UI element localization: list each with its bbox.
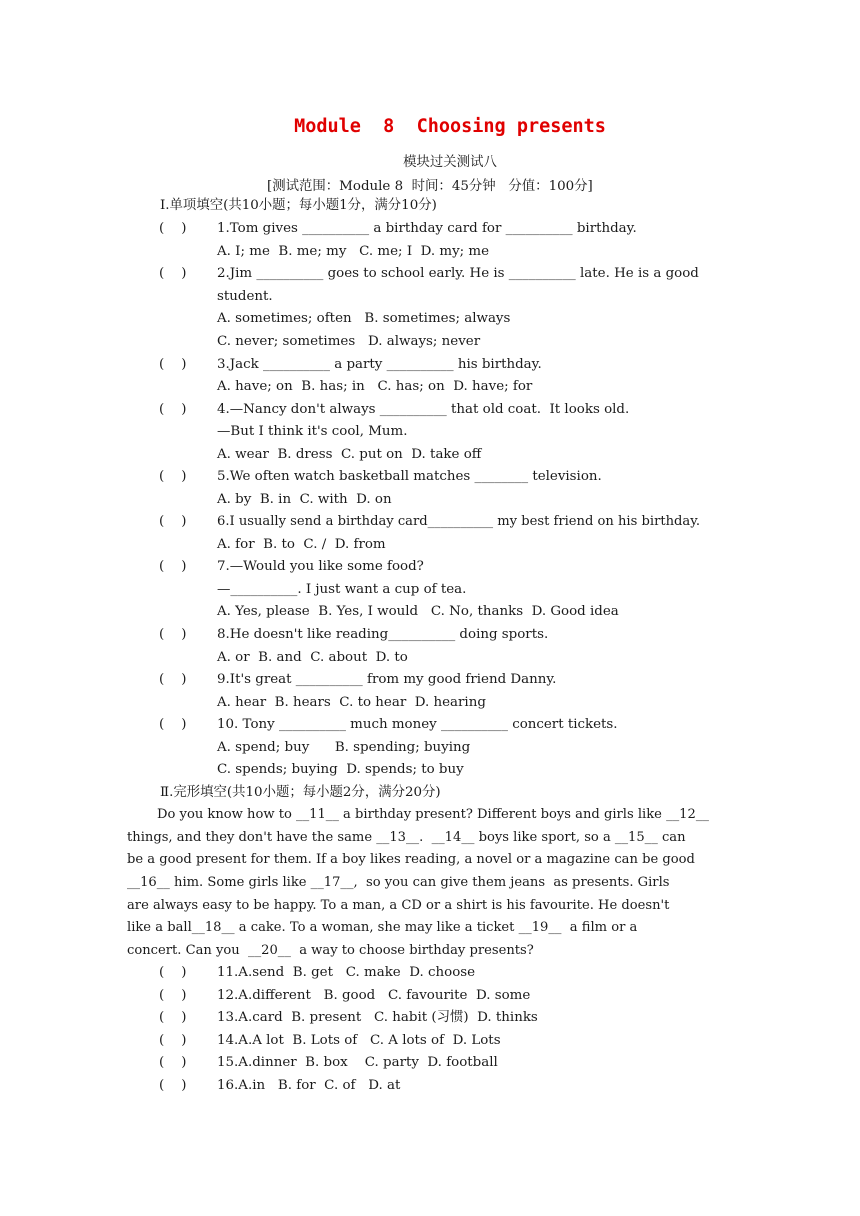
passage-line: Do you know how to __11__ a birthday present? Different boys and girls like __12__ [157,807,709,822]
passage-line: __16__ him. Some girls like __17__, so you can give them jeans as presents. Girls [127,875,670,890]
question-text: 6.I usually send a birthday card__________ my best friend on his birthday. [217,514,701,529]
question-options: A. or B. and C. about D. to [217,650,408,665]
question-text: 2.Jim __________ goes to school early. He is __________ late. He is a good [217,266,699,281]
question-options: A. wear B. dress C. put on D. take off [217,447,482,462]
page-title: Module 8 Choosing presents [294,116,606,137]
question-text: —__________. I just want a cup of tea. [217,582,467,597]
question-options: A. by B. in C. with D. on [217,492,392,507]
cloze-options: 11.A.send B. get C. make D. choose [217,965,476,980]
passage-line: things, and they don't have the same __13__. __14__ boys like sport, so a __15__ can [127,830,686,845]
answer-blank: ( ) [159,627,187,642]
question-options: A. for B. to C. / D. from [217,537,386,552]
answer-blank: ( ) [159,514,187,529]
question-text: 9.It's great __________ from my good friend Danny. [217,672,557,687]
cloze-options: 12.A.different B. good C. favourite D. some [217,988,531,1003]
question-options: A. sometimes; often B. sometimes; always [217,311,511,326]
answer-blank: ( ) [159,988,187,1003]
question-options: A. I; me B. me; my C. me; I D. my; me [217,244,490,259]
question-options: A. Yes, please B. Yes, I would C. No, thanks D. Good idea [217,604,619,619]
question-options: A. hear B. hears C. to hear D. hearing [217,695,486,710]
test-subtitle: 模块过关测试八 [403,155,497,170]
answer-blank: ( ) [159,1010,187,1025]
answer-blank: ( ) [159,717,187,732]
section1-heading: Ⅰ.单项填空(共10小题；每小题1分，满分10分) [160,198,437,213]
cloze-options: 14.A.A lot B. Lots of C. A lots of D. Lots [217,1033,501,1048]
answer-blank: ( ) [159,266,187,281]
answer-blank: ( ) [159,965,187,980]
answer-blank: ( ) [159,672,187,687]
passage-line: like a ball__18__ a cake. To a woman, she may like a ticket __19__ a film or a [127,920,638,935]
question-options: A. have; on B. has; in C. has; on D. have; for [217,379,533,394]
answer-blank: ( ) [159,357,187,372]
question-text: 3.Jack __________ a party __________ his birthday. [217,357,542,372]
passage-line: are always easy to be happy. To a man, a CD or a shirt is his favourite. He doesn't [127,898,670,913]
question-text: student. [217,289,273,304]
cloze-options: 16.A.in B. for C. of D. at [217,1078,401,1093]
question-text: —But I think it's cool, Mum. [217,424,408,439]
passage-line: be a good present for them. If a boy likes reading, a novel or a magazine can be good [127,852,695,867]
question-text: 10. Tony __________ much money __________ concert tickets. [217,717,618,732]
cloze-options: 15.A.dinner B. box C. party D. football [217,1055,498,1070]
question-options: C. spends; buying D. spends; to buy [217,762,464,777]
question-options: A. spend; buy B. spending; buying [217,740,471,755]
question-text: 8.He doesn't like reading__________ doing sports. [217,627,549,642]
passage-line: concert. Can you __20__ a way to choose birthday presents? [127,943,534,958]
question-text: 5.We often watch basketball matches ________ television. [217,469,602,484]
answer-blank: ( ) [159,1055,187,1070]
question-text: 4.—Nancy don't always __________ that old coat. It looks old. [217,402,630,417]
answer-blank: ( ) [159,402,187,417]
answer-blank: ( ) [159,469,187,484]
test-range: [测试范围：Module 8 时间：45分钟 分值：100分] [267,179,593,194]
answer-blank: ( ) [159,221,187,236]
question-text: 7.—Would you like some food? [217,559,424,574]
answer-blank: ( ) [159,559,187,574]
cloze-options: 13.A.card B. present C. habit (习惯) D. thinks [217,1010,538,1025]
question-options: C. never; sometimes D. always; never [217,334,481,349]
question-text: 1.Tom gives __________ a birthday card for __________ birthday. [217,221,637,236]
answer-blank: ( ) [159,1033,187,1048]
section2-heading: Ⅱ.完形填空(共10小题；每小题2分，满分20分) [160,785,441,800]
answer-blank: ( ) [159,1078,187,1093]
